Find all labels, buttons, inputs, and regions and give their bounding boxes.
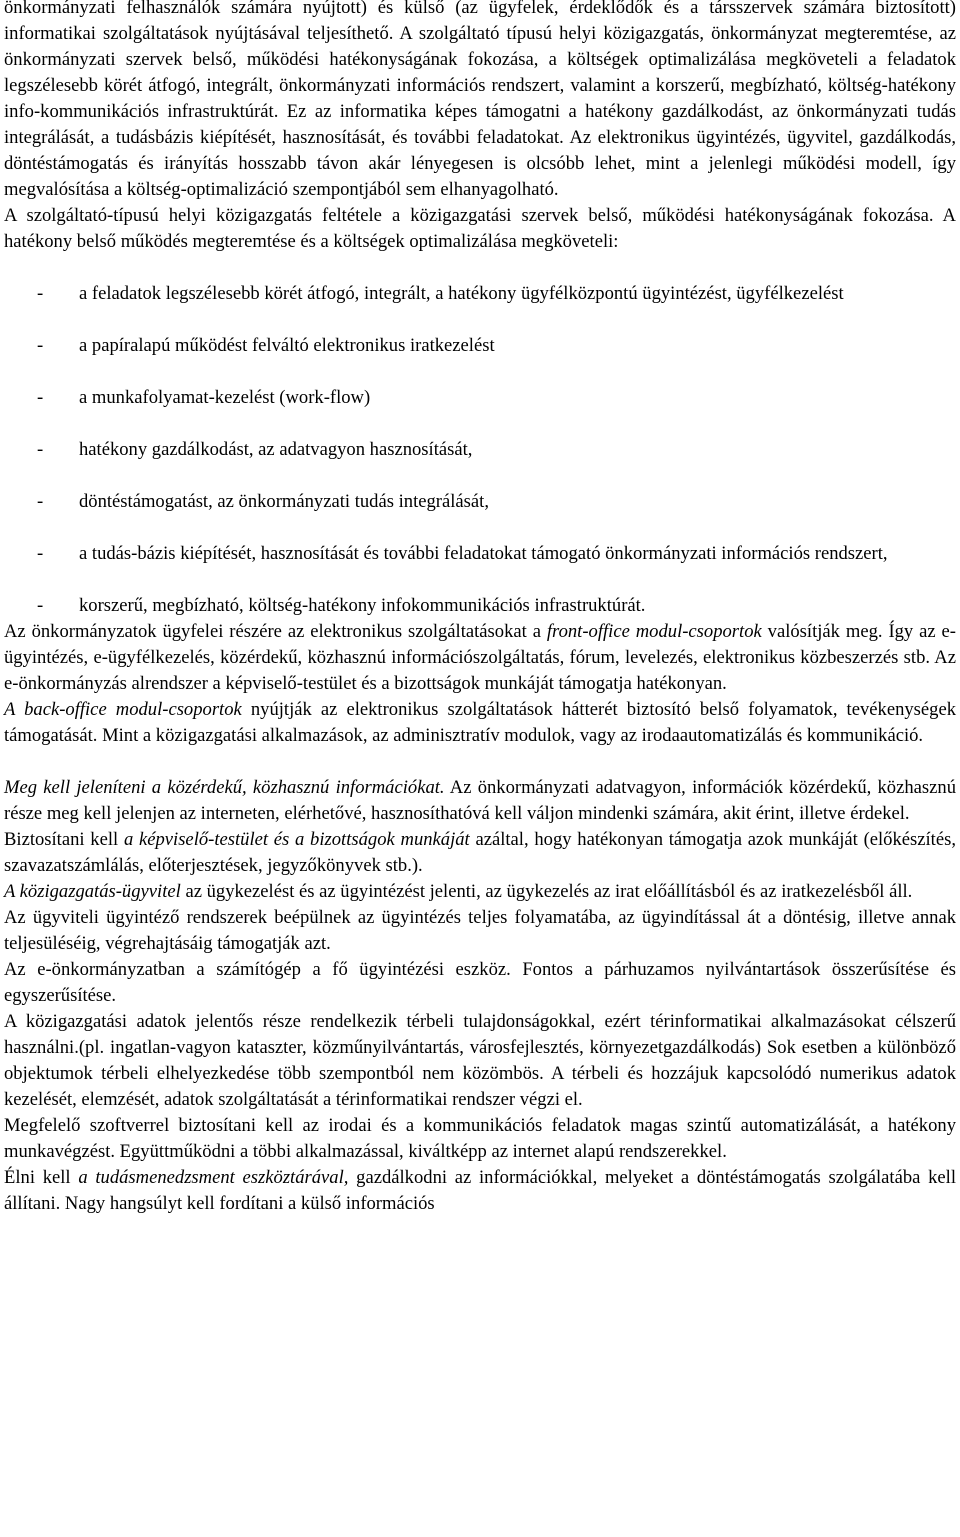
list-item-text: a tudás-bázis kiépítését, hasznosítását és további feladatokat támogató önkormányzati információs rendszert, [79, 543, 888, 564]
list-gap [4, 307, 956, 333]
text-run: az ügykezelést és az ügyintézést jelenti, az ügykezelés az irat előállításból és az iratkezelésből áll. [180, 881, 913, 902]
list-item [4, 281, 956, 307]
text-run: valósítják meg. Így az e-ügyintézés, e-ügyfélkezelés, közérdekű, közhasznú információszolgáltatás, fórum, levelezés, elektronikus közbeszerzés stb. Az e-önkormányzás alrendszer a képviselő-testület és a bizottságok munkáját támogatja hatékonyan. [4, 621, 956, 694]
list-item [4, 541, 956, 567]
spacer [4, 749, 956, 775]
list-dash: - [37, 543, 44, 564]
italic-phrase: a képviselő-testület és a bizottságok munkáját [123, 829, 470, 850]
list-gap [4, 411, 956, 437]
italic-phrase: front-office modul-csoportok [546, 621, 762, 642]
italic-phrase: A közigazgatás-ügyvitel [4, 881, 181, 902]
text-run: Élni kell [4, 1167, 79, 1188]
paragraph-p10 [4, 1009, 956, 1113]
paragraph-p3 [4, 619, 956, 697]
paragraph-p5 [4, 775, 956, 827]
intro-section [4, 0, 956, 255]
paragraph-p4 [4, 697, 956, 749]
paragraph-p7 [4, 879, 956, 905]
text-run: Az ügyviteli ügyintéző rendszerek beépülnek az ügyintézés teljes folyamatába, az ügyindítással át a döntésig, illetve annak teljesüléséig, végrehajtásáig támogatják azt. [4, 907, 956, 954]
paragraph-p12 [4, 1165, 956, 1217]
list-dash: - [37, 491, 44, 512]
list-item [4, 385, 956, 411]
list-item [4, 437, 956, 463]
italic-phrase: a tudásmenedzsment eszköztárával, [78, 1167, 349, 1188]
list-item-text: a papíralapú működést felváltó elektronikus iratkezelést [79, 335, 495, 356]
paragraph-p1 [4, 0, 956, 203]
list-item [4, 333, 956, 359]
list-gap [4, 359, 956, 385]
list-gap [4, 567, 956, 593]
list-item-text: a munkafolyamat-kezelést (work-flow) [79, 387, 371, 408]
text-run: Az önkormányzati adatvagyon, információk közérdekű, közhasznú része meg kell jelenjen az interneten, elérhetővé, hasznosíthatóvá kell váljon mindenki számára, akit érint, illetve érdekel. [4, 777, 956, 824]
requirements-list [4, 281, 956, 619]
office-modules-section [4, 619, 956, 749]
paragraph-p6 [4, 827, 956, 879]
requirements-detail-section [4, 775, 956, 1217]
text-run: A közigazgatási adatok jelentős része rendelkezik térbeli tulajdonságokkal, ezért térinformatikai alkalmazásokat célszerű használni.(pl. ingatlan-vagyon kataszter, közműnyilvántartás, városfejlesztés, környezetgazdálkodás) Sok esetben a különböző objektumok térbeli elhelyezkedése több szempontból nem közömbös. A térbeli és hozzájuk kapcsolódó numerikus adatok kezelését, elemzését, adatok szolgáltatását a térinformatikai rendszer végzi el. [4, 1011, 956, 1110]
list-dash: - [37, 595, 44, 616]
list-item-text: döntéstámogatást, az önkormányzati tudás integrálását, [79, 491, 489, 512]
text-run: A szolgáltató-típusú helyi közigazgatás feltétele a közigazgatási szervek belső, működési hatékonyságának fokozása. A hatékony belső működés megteremtése és a költségek optimalizálása megköveteli: [4, 205, 956, 252]
paragraph-p9 [4, 957, 956, 1009]
text-run: Az e-önkormányzatban a számítógép a fő ügyintézési eszköz. Fontos a párhuzamos nyilvántartások összerűsítése és egyszerűsítése. [4, 959, 956, 1006]
italic-phrase: Meg kell jeleníteni a közérdekű, közhasznú információkat. [4, 777, 445, 798]
text-run: önkormányzati felhasználók számára nyújtott) és külső (az ügyfelek, érdeklődők és a társszervek számára biztosított) informatikai szolgáltatások nyújtásával teljesíthető. A szolgáltató típusú helyi közigazgatás, önkormányzat megteremtése, az önkormányzati szervek belső, működési hatékonyságának fokozása, a költségek optimalizálása megköveteli a feladatok legszélesebb körét átfogó, integrált, önkormányzati információs rendszert, valamint a korszerű, megbízható, költség-hatékony info-kommunikációs infrastruktúrát. Ez az informatika képes támogatni a hatékony gazdálkodást, az önkormányzati tudás integrálását, a tudásbázis kiépítését, hasznosítását, és további feladatokat. Az elektronikus ügyintézés, ügyvitel, gazdálkodás, döntéstámogatás és irányítás hosszabb távon akár lényegesen is olcsóbb lehet, mint a jelenlegi működési modell, így megvalósítása a költség-optimalizáció szempontjából sem elhanyagolható. [4, 0, 956, 200]
list-item [4, 489, 956, 515]
list-dash: - [37, 387, 44, 408]
text-run: nyújtják az elektronikus szolgáltatások hátterét biztosító belső folyamatok, tevékenységek támogatását. Mint a közigazgatási alkalmazások, az adminisztratív modulok, vagy az irodaautomatizálás és kommunikáció. [4, 699, 956, 746]
list-item-text: hatékony gazdálkodást, az adatvagyon hasznosítását, [79, 439, 473, 460]
text-run: azáltal, hogy hatékonyan támogatja azok munkáját (előkészítés, szavazatszámlálás, előterjesztések, jegyzőkönyvek stb.). [4, 829, 956, 876]
list-gap [4, 463, 956, 489]
list-gap [4, 515, 956, 541]
list-dash: - [37, 439, 44, 460]
paragraph-p11 [4, 1113, 956, 1165]
italic-phrase: A back-office modul-csoportok [4, 699, 242, 720]
list-item-text: korszerű, megbízható, költség-hatékony infokommunikációs infrastruktúrát. [79, 595, 646, 616]
list-item [4, 593, 956, 619]
spacer [4, 255, 956, 281]
paragraph-p8 [4, 905, 956, 957]
paragraph-p2 [4, 203, 956, 255]
text-run: gazdálkodni az információkkal, melyeket a döntéstámogatás szolgálatába kell állítani. Nagy hangsúlyt kell fordítani a külső információs [4, 1167, 956, 1214]
list-dash: - [37, 283, 44, 304]
list-item-text: a feladatok legszélesebb körét átfogó, integrált, a hatékony ügyfélközpontú ügyintézést, ügyfélkezelést [79, 283, 844, 304]
text-run: Megfelelő szoftverrel biztosítani kell az irodai és a kommunikációs feladatok magas szintű automatizálását, a hatékony munkavégzést. Együttműködni a többi alkalmazással, kiváltképp az internet alapú rendszerekkel. [4, 1115, 956, 1162]
text-run: Az önkormányzatok ügyfelei részére az elektronikus szolgáltatásokat a [4, 621, 547, 642]
list-dash: - [37, 335, 44, 356]
text-run: Biztosítani kell [4, 829, 124, 850]
